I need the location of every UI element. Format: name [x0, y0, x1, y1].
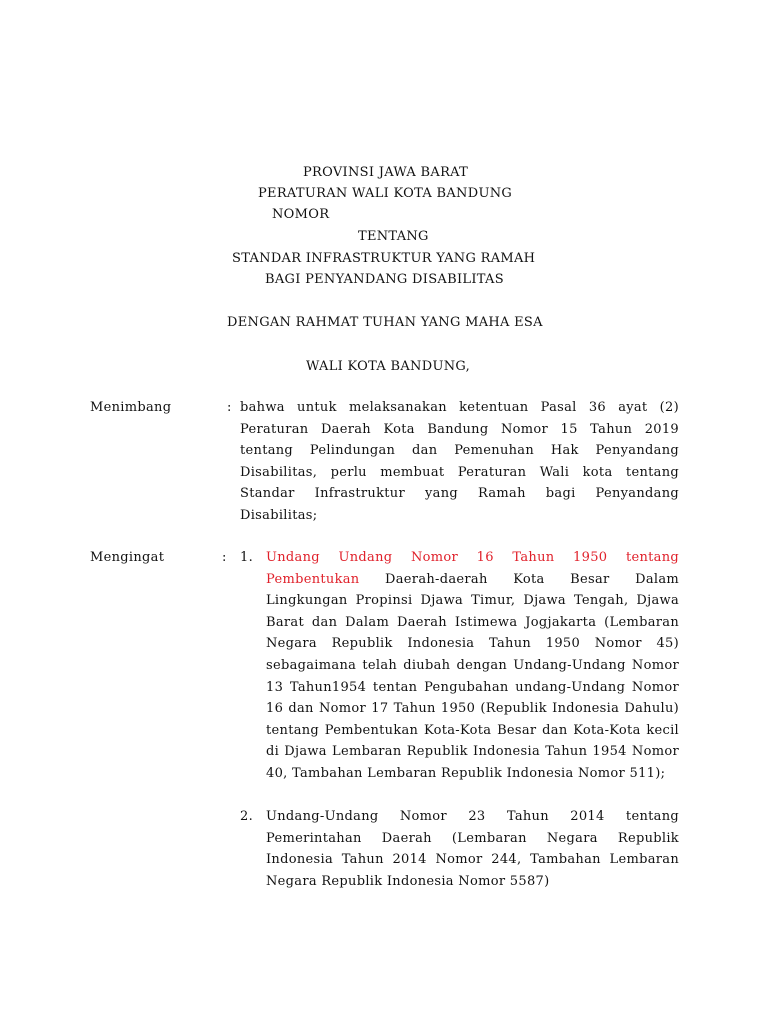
about-heading: TENTANG: [358, 229, 429, 244]
title-line-1: STANDAR INFRASTRUKTUR YANG RAMAH: [232, 251, 536, 266]
menimbang-text: bahwa untuk melaksanakan ketentuan Pasal 36 ayat (2) Peraturan Daerah Kota Bandung Nomor 15 Tahun 2019 tentang Pelindungan dan Pemenuhan Hak Penyandang Disabilitas, perlu membuat Peraturan Wali kota tentang Standar Infrastruktur yang Ramah bagi Penyandang Disabilitas;: [240, 400, 679, 523]
title-line-2: BAGI PENYANDANG DISABILITAS: [265, 272, 504, 287]
blessing-heading: DENGAN RAHMAT TUHAN YANG MAHA ESA: [227, 315, 543, 330]
province-heading: PROVINSI JAWA BARAT: [303, 165, 469, 180]
mayor-heading: WALI KOTA BANDUNG,: [306, 359, 471, 374]
list-item-number: 2.: [240, 809, 254, 824]
highlighted-law-reference: Undang Undang Nomor 16 Tahun 1950 tentang Pembentukan: [266, 550, 679, 587]
law-reference-text: Daerah-daerah Kota Besar Dalam Lingkungan Propinsi Djawa Timur, Djawa Tengah, Djawa Barat dan Dalam Daerah Istimewa Jogjakarta (Lembaran Negara Republik Indonesia Tahun 1950 Nomor 45) sebagaimana telah diubah dengan Undang-Undang Nomor 13 Tahun1954 tentan Pengubahan undang-Undang Nomor 16 dan Nomor 17 Tahun 1950 (Republik Indonesia Dahulu) tentang Pembentukan Kota-Kota Besar dan Kota-Kota kecil di Djawa Lembaran Republik Indonesia Tahun 1954 Nomor 40, Tambahan Lembaran Republik Indonesia Nomor 511);: [266, 571, 679, 781]
list-item-number: 1.: [240, 550, 254, 565]
regulation-heading: PERATURAN WALI KOTA BANDUNG: [258, 186, 513, 201]
list-item-text: Undang-Undang Nomor 23 Tahun 2014 tentang Pemerintahan Daerah (Lembaran Negara Republik Indonesia Tahun 2014 Nomor 244, Tambahan Lembaran Negara Republik Indonesia Nomor 5587): [266, 809, 679, 889]
mengingat-colon: :: [222, 550, 227, 565]
list-item-text: [266, 547, 679, 785]
menimbang-colon: :: [227, 400, 232, 415]
menimbang-label: Menimbang: [90, 400, 172, 415]
mengingat-label: Mengingat: [90, 550, 165, 565]
number-heading: NOMOR: [272, 207, 330, 222]
